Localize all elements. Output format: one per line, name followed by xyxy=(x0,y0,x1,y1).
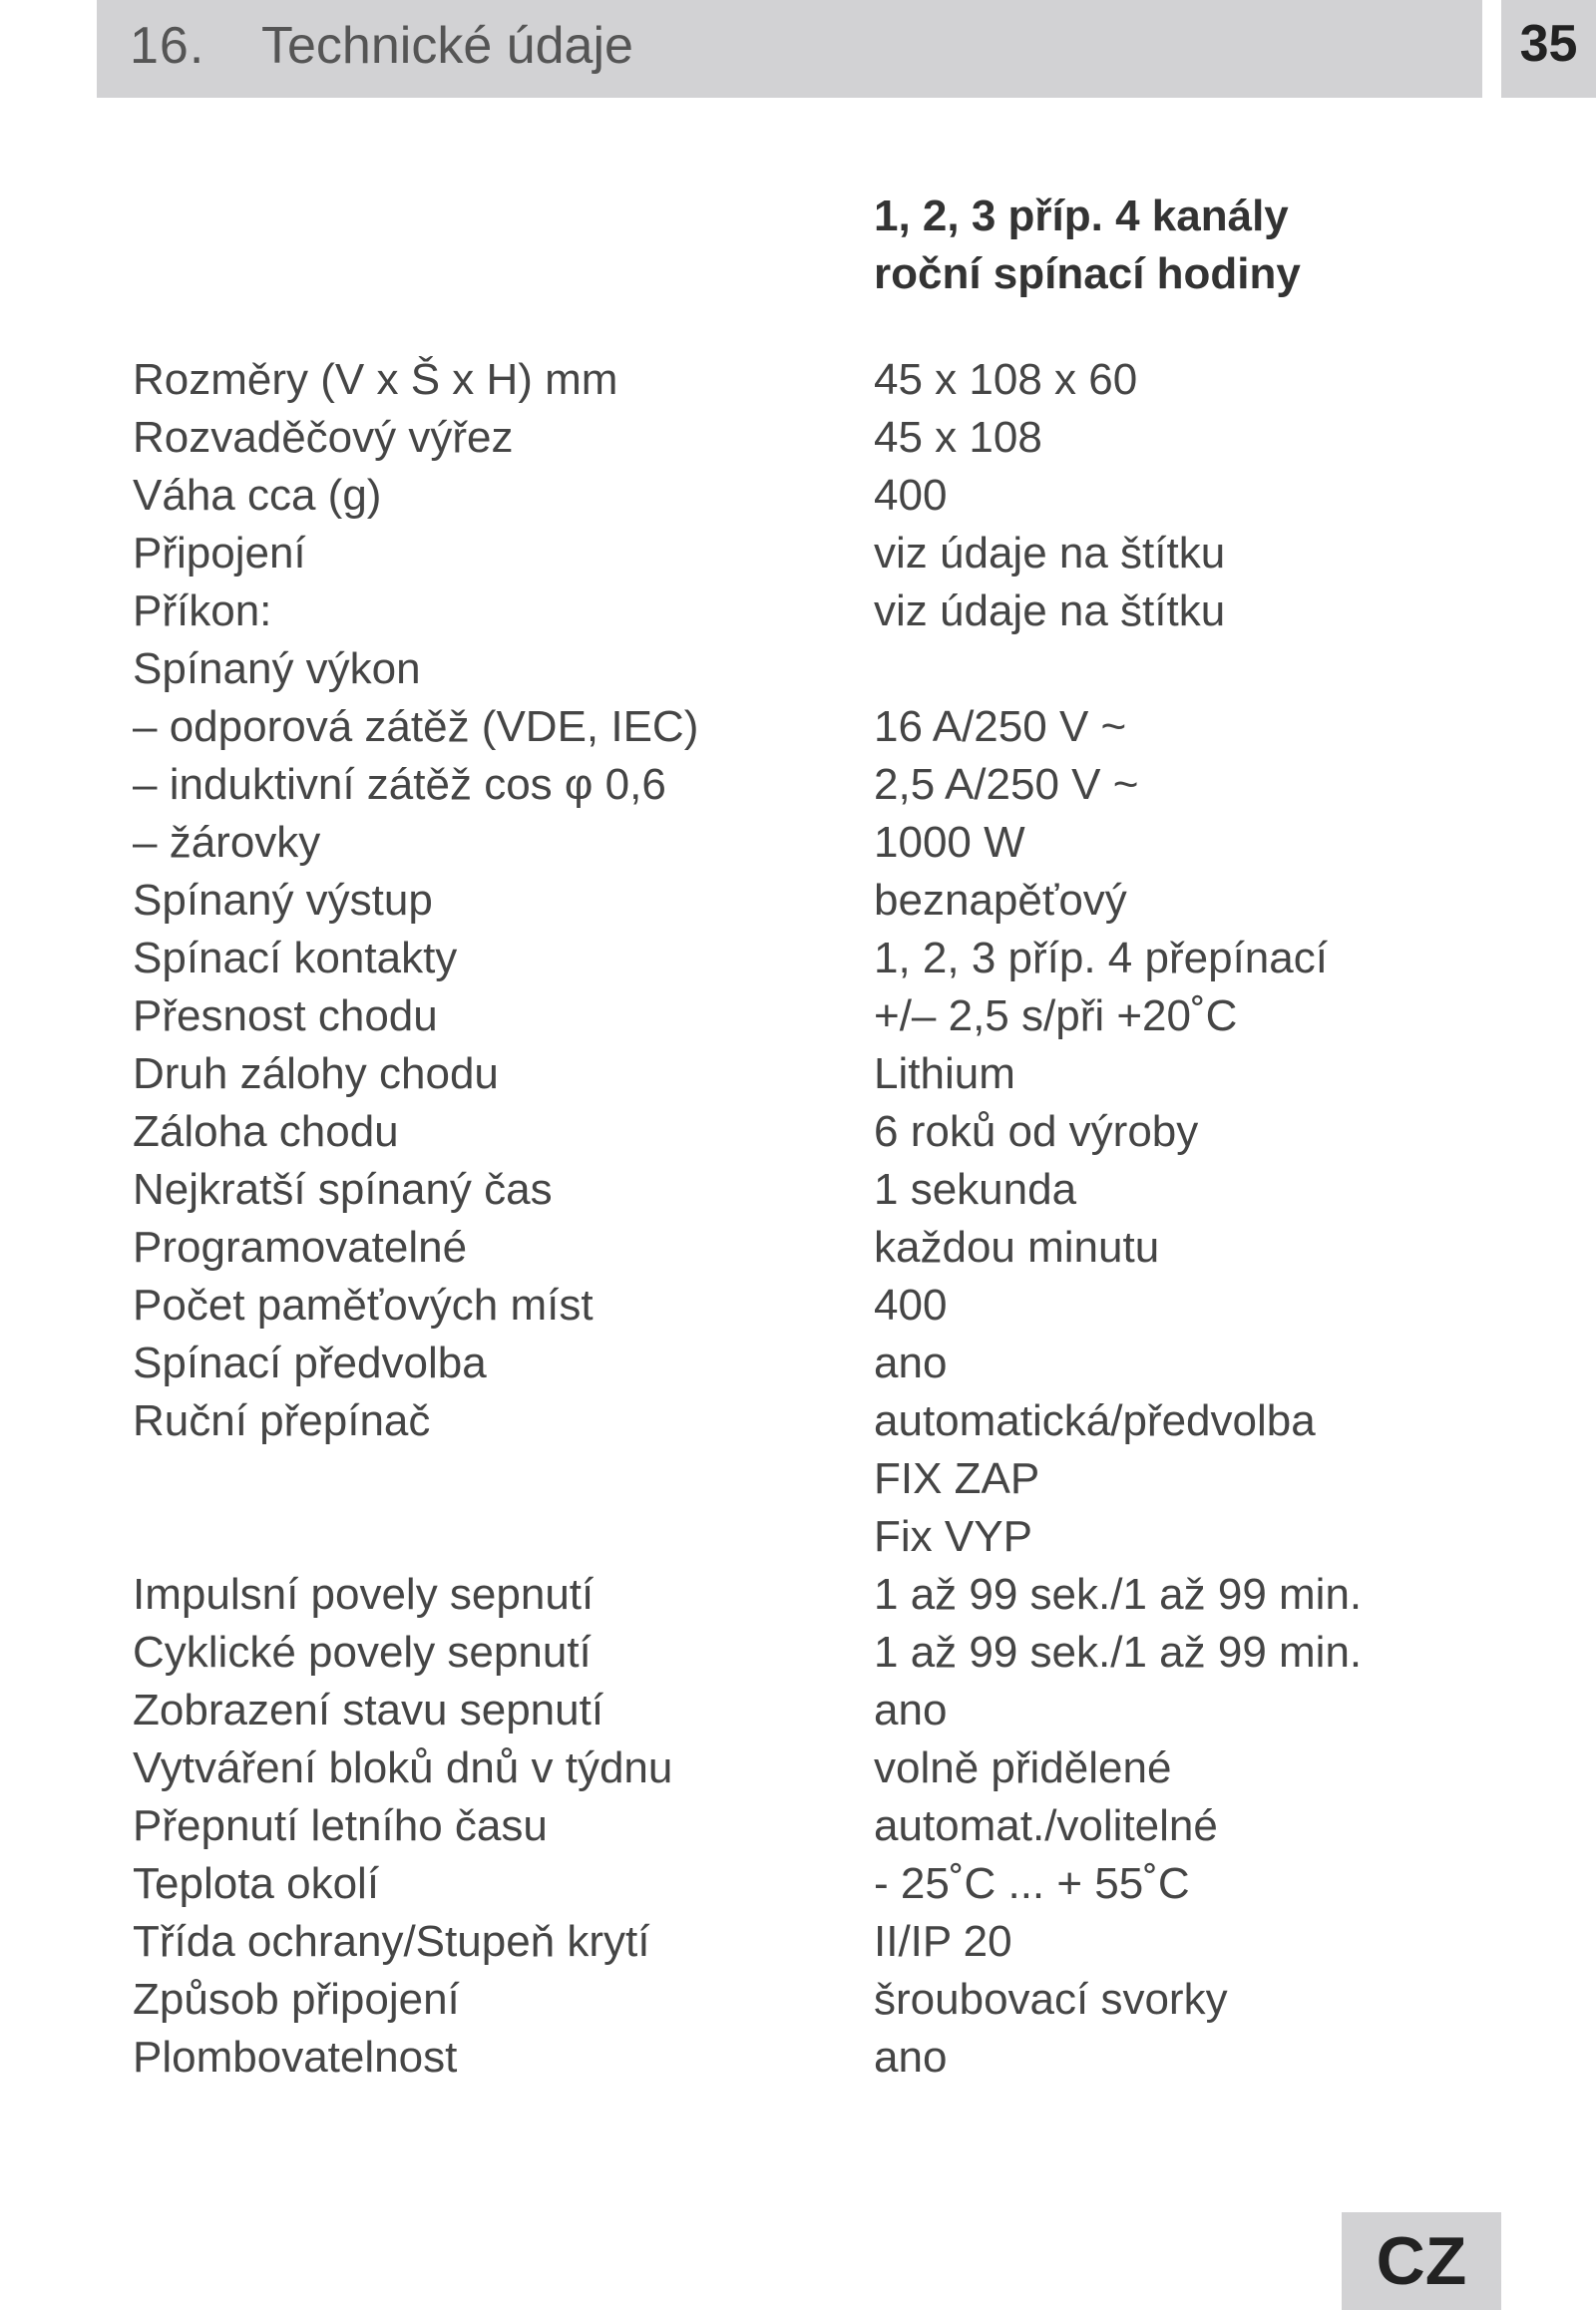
spec-row xyxy=(133,525,1449,582)
spec-row xyxy=(133,1103,1449,1161)
column-heading-line1: 1, 2, 3 příp. 4 kanály xyxy=(874,192,1289,240)
spec-row xyxy=(133,1566,1449,1624)
section-title: Technické údaje xyxy=(261,17,633,75)
spec-row xyxy=(133,872,1449,930)
spec-row xyxy=(133,1682,1449,1739)
spec-row xyxy=(133,1335,1449,1392)
spec-value: ano xyxy=(874,1339,948,1387)
spec-row xyxy=(133,640,1449,698)
spec-label: Zobrazení stavu sepnutí xyxy=(133,1686,604,1734)
spec-row xyxy=(133,467,1449,525)
spec-label: – induktivní zátěž cos φ 0,6 xyxy=(133,760,666,809)
spec-label: Spínaný výkon xyxy=(133,644,421,693)
page-number-box xyxy=(1501,0,1596,98)
spec-row xyxy=(133,351,1449,409)
spec-label: Programovatelné xyxy=(133,1223,468,1272)
spec-label: Příkon: xyxy=(133,586,272,635)
spec-value: Lithium xyxy=(874,1049,1015,1098)
spec-value: II/IP 20 xyxy=(874,1917,1012,1966)
spec-value: +/– 2,5 s/při +20˚C xyxy=(874,991,1238,1040)
spec-value: 2,5 A/250 V ~ xyxy=(874,760,1139,809)
spec-value: ano xyxy=(874,2033,948,2082)
spec-row xyxy=(133,930,1449,987)
spec-row xyxy=(133,1971,1449,2029)
spec-label: Třída ochrany/Stupeň krytí xyxy=(133,1917,650,1966)
spec-row xyxy=(133,1913,1449,1971)
spec-row xyxy=(133,1277,1449,1335)
spec-value: šroubovací svorky xyxy=(874,1975,1228,2024)
spec-row xyxy=(133,698,1449,756)
spec-label: Nejkratší spínaný čas xyxy=(133,1165,553,1214)
spec-label: Plombovatelnost xyxy=(133,2033,458,2082)
spec-label: Cyklické povely sepnutí xyxy=(133,1628,592,1677)
spec-label: Impulsní povely sepnutí xyxy=(133,1570,595,1619)
spec-value: 1 sekunda xyxy=(874,1165,1077,1214)
spec-row xyxy=(133,582,1449,640)
spec-label: Druh zálohy chodu xyxy=(133,1049,499,1098)
spec-label: Váha cca (g) xyxy=(133,471,382,520)
spec-value: volně přidělené xyxy=(874,1743,1172,1792)
language-label: CZ xyxy=(1376,2223,1467,2299)
spec-row xyxy=(133,2029,1449,2087)
spec-label: Rozvaděčový výřez xyxy=(133,413,514,462)
spec-label: Počet paměťových míst xyxy=(133,1281,594,1330)
spec-row xyxy=(133,409,1449,467)
spec-label: Ruční přepínač xyxy=(133,1396,431,1445)
spec-value: 400 xyxy=(874,1281,948,1330)
spec-row xyxy=(133,1045,1449,1103)
spec-label: Záloha chodu xyxy=(133,1107,399,1156)
spec-value: 16 A/250 V ~ xyxy=(874,702,1127,751)
spec-row xyxy=(133,1392,1449,1450)
spec-value: FIX ZAP xyxy=(874,1454,1040,1503)
spec-label: Rozměry (V x Š x H) mm xyxy=(133,355,618,404)
page-number: 35 xyxy=(1519,15,1578,73)
spec-value: 1000 W xyxy=(874,818,1025,867)
spec-row xyxy=(133,1624,1449,1682)
spec-value: - 25˚C ... + 55˚C xyxy=(874,1859,1190,1908)
spec-label: Přepnutí letního času xyxy=(133,1801,548,1850)
column-heading xyxy=(874,188,1301,303)
spec-row xyxy=(133,1219,1449,1277)
spec-value: beznapěťový xyxy=(874,876,1127,925)
spec-label: Přesnost chodu xyxy=(133,991,438,1040)
spec-value: ano xyxy=(874,1686,948,1734)
spec-row xyxy=(133,1161,1449,1219)
spec-row xyxy=(133,1739,1449,1797)
language-tab xyxy=(1342,2212,1501,2310)
section-number: 16. xyxy=(130,17,205,75)
spec-row xyxy=(133,756,1449,814)
spec-label: Teplota okolí xyxy=(133,1859,380,1908)
spec-value: 6 roků od výroby xyxy=(874,1107,1199,1156)
spec-row xyxy=(133,987,1449,1045)
spec-label: Spínací předvolba xyxy=(133,1339,487,1387)
spec-value: 45 x 108 x 60 xyxy=(874,355,1138,404)
spec-value: 1 až 99 sek./1 až 99 min. xyxy=(874,1570,1363,1619)
spec-label: Vytváření bloků dnů v týdnu xyxy=(133,1743,673,1792)
spec-value: 45 x 108 xyxy=(874,413,1042,462)
spec-row xyxy=(133,814,1449,872)
spec-value: každou minutu xyxy=(874,1223,1160,1272)
spec-row xyxy=(133,1855,1449,1913)
spec-value: automatická/předvolba xyxy=(874,1396,1316,1445)
spec-row xyxy=(133,1508,1449,1566)
spec-table xyxy=(133,351,1449,2087)
spec-value: 1 až 99 sek./1 až 99 min. xyxy=(874,1628,1363,1677)
spec-value: Fix VYP xyxy=(874,1512,1032,1561)
spec-label: – odporová zátěž (VDE, IEC) xyxy=(133,702,699,751)
spec-row xyxy=(133,1450,1449,1508)
spec-label: Připojení xyxy=(133,529,306,578)
spec-row xyxy=(133,1797,1449,1855)
spec-label: Způsob připojení xyxy=(133,1975,460,2024)
spec-value: viz údaje na štítku xyxy=(874,529,1226,578)
spec-label: Spínaný výstup xyxy=(133,876,433,925)
spec-label: – žárovky xyxy=(133,818,321,867)
spec-value: 1, 2, 3 příp. 4 přepínací xyxy=(874,934,1328,982)
column-heading-line2: roční spínací hodiny xyxy=(874,249,1301,298)
spec-value: viz údaje na štítku xyxy=(874,586,1226,635)
spec-value: automat./volitelné xyxy=(874,1801,1218,1850)
spec-value: 400 xyxy=(874,471,948,520)
spec-label: Spínací kontakty xyxy=(133,934,458,982)
